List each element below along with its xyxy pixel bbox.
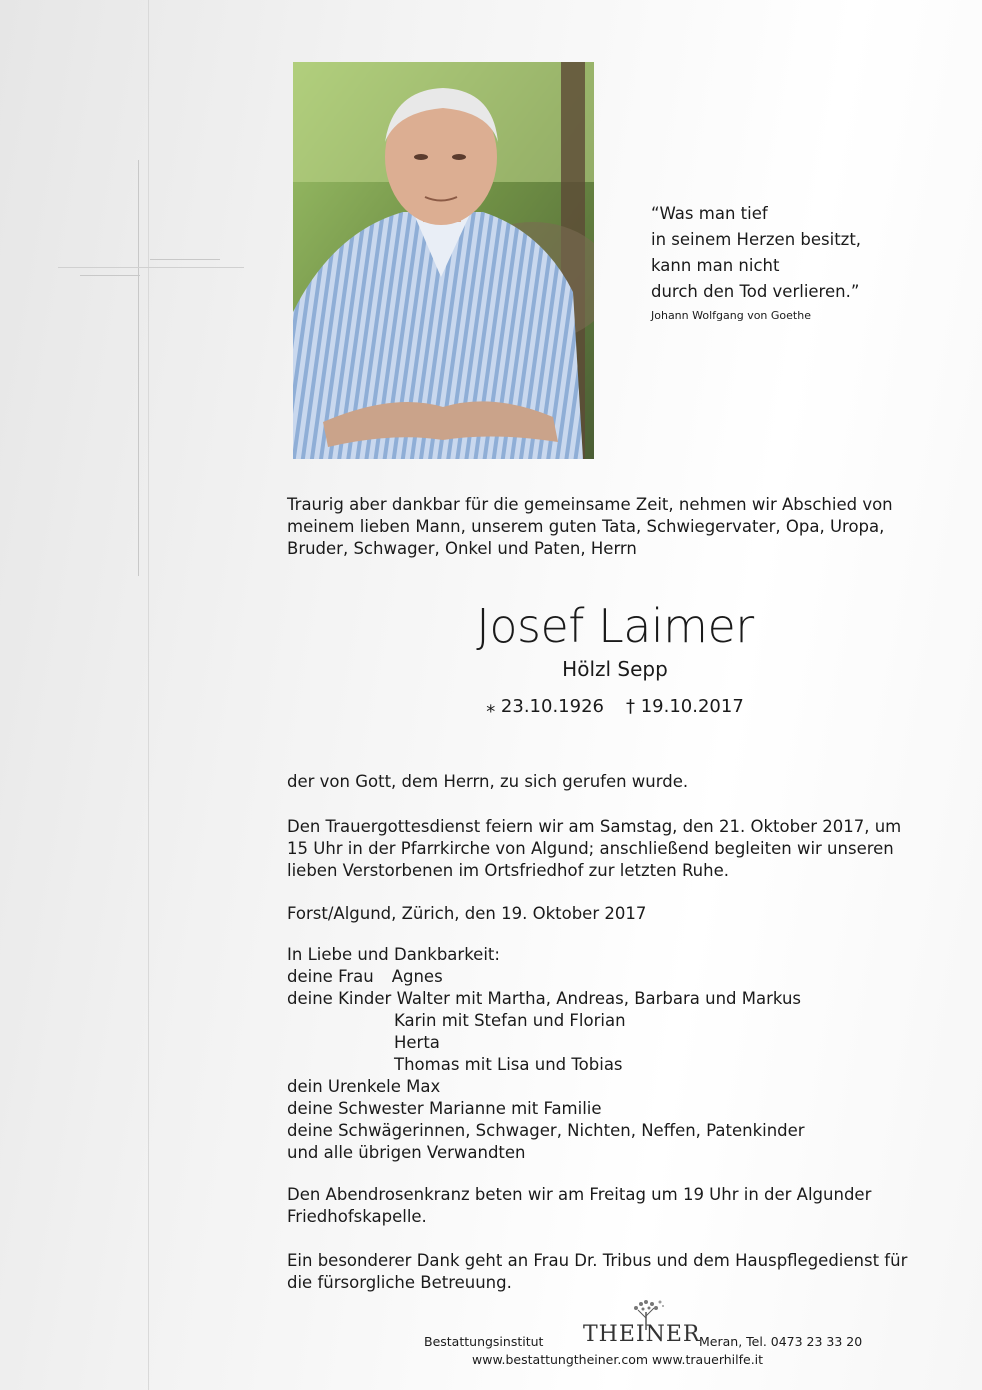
footer-brand: THEINER bbox=[583, 1322, 701, 1347]
footer-prefix: Bestattungsinstitut bbox=[424, 1334, 544, 1349]
service-text: Den Trauergottesdienst feiern wir am Samstag, den 21. Oktober 2017, um 15 Uhr in der Pfarrkirche von Algund; anschließend begleiten wir unseren lieben Verstorbenen im Ortsfriedhof zur letzten Ruhe. bbox=[287, 817, 902, 880]
portrait-photo bbox=[293, 62, 594, 459]
wife-label: deine Frau bbox=[287, 967, 374, 986]
intro-text: Traurig aber dankbar für die gemeinsame Zeit, nehmen wir Abschied von meinem lieben Mann, unserem guten Tata, Schwiegervater, Opa, Uropa, Bruder, Schwager, Onkel und Paten, Herrn bbox=[287, 495, 893, 558]
quote-line: in seinem Herzen besitzt, bbox=[651, 230, 862, 249]
life-dates bbox=[420, 694, 810, 720]
footer-websites: www.bestattungtheiner.com www.trauerhilfe.it bbox=[472, 1352, 764, 1367]
birth-date: ⁎ 23.10.1926 bbox=[486, 696, 604, 717]
vertical-rule bbox=[148, 0, 149, 1390]
family-row: deine Schwester Marianne mit Familie bbox=[287, 1099, 602, 1118]
quote-line: “Was man tief bbox=[651, 204, 768, 223]
death-date: † 19.10.2017 bbox=[626, 696, 744, 717]
family-row: deine Schwägerinnen, Schwager, Nichten, Neffen, Patenkinder bbox=[287, 1121, 805, 1140]
place-date: Forst/Algund, Zürich, den 19. Oktober 2017 bbox=[287, 904, 647, 923]
family-row bbox=[287, 966, 927, 988]
thanks-text: Ein besonderer Dank geht an Frau Dr. Tribus und dem Hauspflegedienst für die fürsorgliche Betreuung. bbox=[287, 1251, 908, 1292]
deceased-nickname: Hölzl Sepp bbox=[562, 657, 668, 681]
rosary-text: Den Abendrosenkranz beten wir am Freitag um 19 Uhr in der Algunder Friedhofskapelle. bbox=[287, 1185, 872, 1226]
family-row: Karin mit Stefan und Florian bbox=[394, 1011, 626, 1030]
quote-line: kann man nicht bbox=[651, 256, 780, 275]
wife-name: Agnes bbox=[391, 967, 443, 986]
family-row: deine Kinder Walter mit Martha, Andreas, Barbara und Markus bbox=[287, 989, 802, 1008]
deceased-block bbox=[420, 600, 810, 720]
called-text: der von Gott, dem Herrn, zu sich gerufen wurde. bbox=[287, 772, 689, 791]
family-row: Herta bbox=[394, 1033, 440, 1052]
quote-line: durch den Tod verlieren.” bbox=[651, 282, 860, 301]
family-heading: In Liebe und Dankbarkeit: bbox=[287, 945, 500, 964]
quote bbox=[651, 201, 911, 325]
footer-contact: Meran, Tel. 0473 23 33 20 bbox=[699, 1334, 863, 1349]
family-list bbox=[287, 944, 927, 1164]
deceased-name: Josef Laimer bbox=[476, 599, 754, 653]
quote-author: Johann Wolfgang von Goethe bbox=[651, 309, 811, 322]
family-row: dein Urenkele Max bbox=[287, 1077, 441, 1096]
family-row: Thomas mit Lisa und Tobias bbox=[394, 1055, 623, 1074]
family-row: und alle übrigen Verwandten bbox=[287, 1143, 526, 1162]
